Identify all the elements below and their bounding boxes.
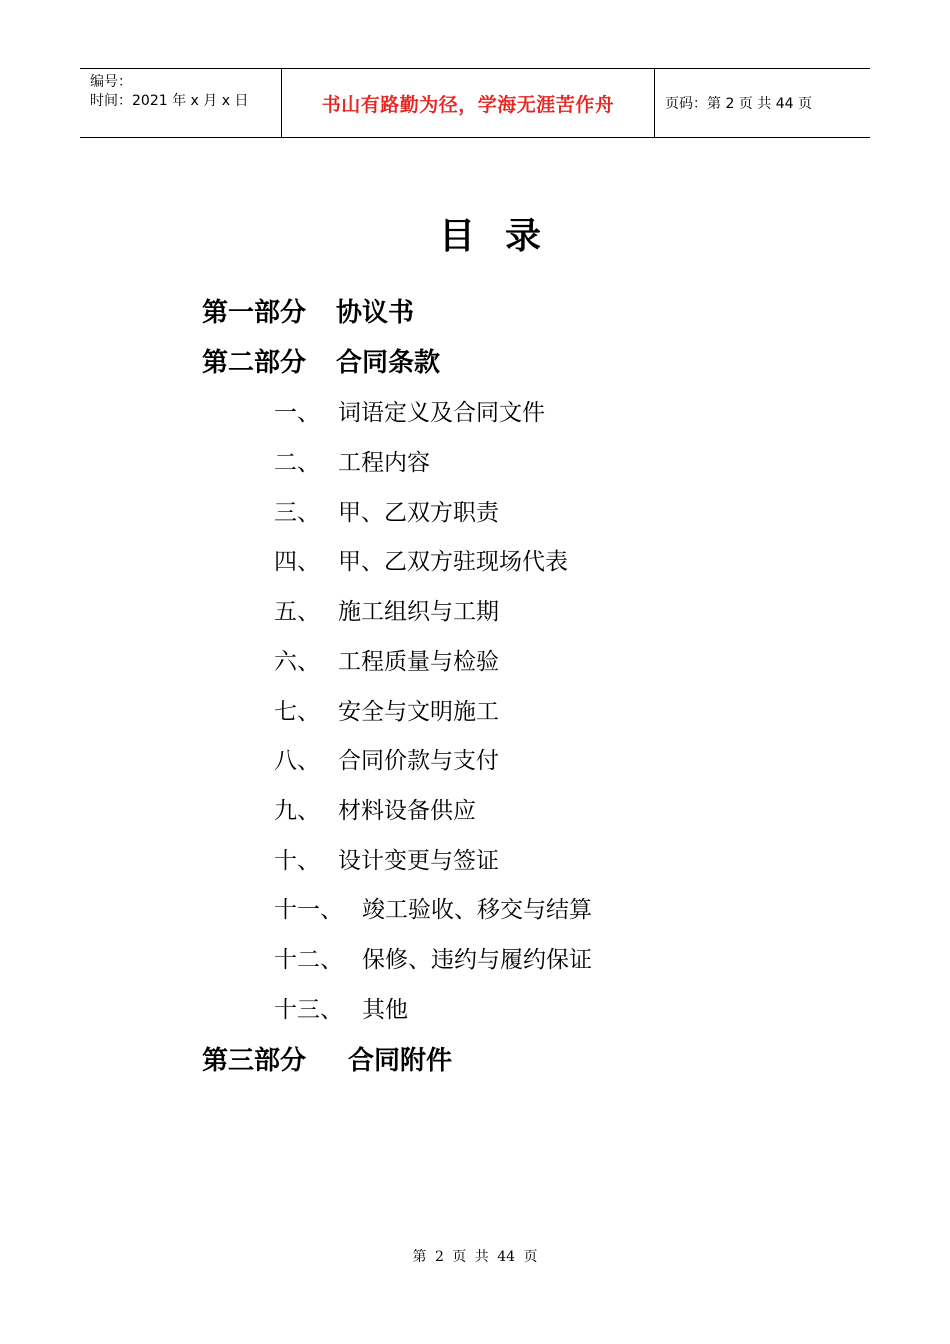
toc-item-number: 三、 xyxy=(274,500,320,526)
toc-item-number: 七、 xyxy=(274,699,320,725)
toc-item-text: 竣工验收、移交与结算 xyxy=(362,897,592,923)
toc-item[interactable] xyxy=(274,693,499,726)
document-number-label: 编号： xyxy=(90,74,132,90)
toc-item-text: 保修、违约与履约保证 xyxy=(362,947,592,973)
toc-item[interactable] xyxy=(274,891,592,924)
toc-item-number: 九、 xyxy=(274,798,320,824)
toc-part-3[interactable] xyxy=(202,1040,452,1077)
part-title: 合同条款 xyxy=(336,348,441,378)
part-title: 合同附件 xyxy=(348,1046,453,1076)
toc-item-number: 四、 xyxy=(274,549,320,575)
toc-item-text: 甲、乙双方驻现场代表 xyxy=(338,549,568,575)
toc-item[interactable] xyxy=(274,394,545,427)
toc-item[interactable] xyxy=(274,643,499,676)
toc-item[interactable] xyxy=(274,444,430,477)
toc-item-text: 材料设备供应 xyxy=(338,798,476,824)
toc-part-2[interactable] xyxy=(202,342,440,379)
toc-item-number: 五、 xyxy=(274,599,320,625)
toc-item-number: 十一、 xyxy=(274,897,343,923)
header-motto: 书山有路勤为径，学海无涯苦作舟 xyxy=(321,93,615,116)
toc-item[interactable] xyxy=(274,494,499,527)
part-label: 第一部分 xyxy=(202,298,307,328)
toc-item-text: 安全与文明施工 xyxy=(338,699,499,725)
toc-item-number: 二、 xyxy=(274,450,320,476)
toc-item[interactable] xyxy=(274,543,568,576)
page-footer: 第 2 页 共 44 页 xyxy=(412,1249,538,1265)
page-title: 目录 xyxy=(438,215,571,257)
part-label: 第二部分 xyxy=(202,348,307,378)
toc-item-number: 十三、 xyxy=(274,997,343,1023)
toc-item-text: 词语定义及合同文件 xyxy=(338,400,545,426)
toc-item-number: 十二、 xyxy=(274,947,343,973)
toc-item-text: 其他 xyxy=(362,997,408,1023)
header-meta xyxy=(90,73,248,111)
toc-item[interactable] xyxy=(274,742,499,775)
toc-item-number: 一、 xyxy=(274,400,320,426)
toc-item-number: 六、 xyxy=(274,649,320,675)
toc-item[interactable] xyxy=(274,792,476,825)
header-divider xyxy=(654,69,655,137)
toc-item-number: 十、 xyxy=(274,848,320,874)
document-header xyxy=(80,68,870,138)
document-date: 时间：2021 年 x 月 x 日 xyxy=(90,93,249,109)
part-label: 第三部分 xyxy=(202,1046,307,1076)
toc-item[interactable] xyxy=(274,991,408,1024)
toc-item-number: 八、 xyxy=(274,748,320,774)
toc-item-text: 合同价款与支付 xyxy=(338,748,499,774)
toc-item[interactable] xyxy=(274,842,499,875)
toc-item-text: 施工组织与工期 xyxy=(338,599,499,625)
toc-item-text: 设计变更与签证 xyxy=(338,848,499,874)
part-title: 协议书 xyxy=(336,298,415,328)
toc-item-text: 工程质量与检验 xyxy=(338,649,499,675)
toc-item[interactable] xyxy=(274,941,592,974)
toc-item-text: 工程内容 xyxy=(338,450,430,476)
toc-item[interactable] xyxy=(274,593,499,626)
toc-part-1[interactable] xyxy=(202,292,414,329)
header-page-info: 页码：第 2 页 共 44 页 xyxy=(665,96,812,112)
toc-item-text: 甲、乙双方职责 xyxy=(338,500,499,526)
